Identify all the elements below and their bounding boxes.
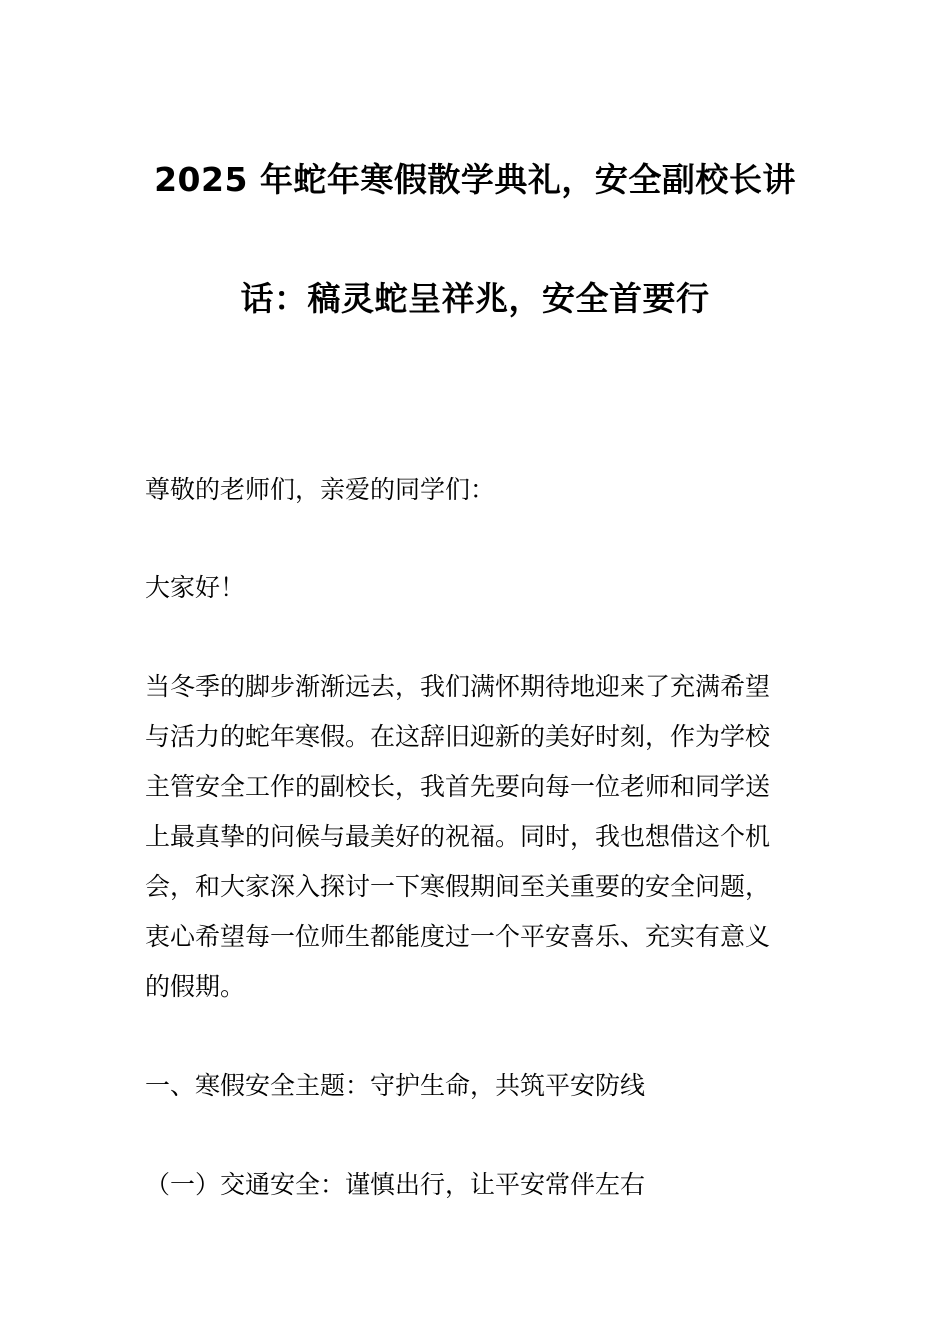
document-title-line-2: 话：稿灵蛇呈祥兆，安全首要行 xyxy=(240,279,710,318)
hello-line: 大家好！ xyxy=(145,573,246,602)
paragraph-line: 与活力的蛇年寒假。在这辞旧迎新的美好时刻，作为学校 xyxy=(145,722,771,751)
section-heading: 一、寒假安全主题：守护生命，共筑平安防线 xyxy=(145,1071,646,1100)
document-title-line-1: 2025 年蛇年寒假散学典礼，安全副校长讲 xyxy=(154,160,796,199)
paragraph-line: 主管安全工作的副校长，我首先要向每一位老师和同学送 xyxy=(145,772,771,801)
paragraph-line: 上最真挚的问候与最美好的祝福。同时，我也想借这个机 xyxy=(145,822,771,851)
paragraph-line: 当冬季的脚步渐渐远去，我们满怀期待地迎来了充满希望 xyxy=(145,672,771,701)
paragraph-line: 会，和大家深入探讨一下寒假期间至关重要的安全问题， xyxy=(145,872,771,901)
subsection-heading: （一）交通安全：谨慎出行，让平安常伴左右 xyxy=(145,1170,646,1199)
intro-paragraph xyxy=(145,662,815,1012)
paragraph-line: 衷心希望每一位师生都能度过一个平安喜乐、充实有意义 xyxy=(145,922,771,951)
salutation: 尊敬的老师们，亲爱的同学们： xyxy=(145,475,496,504)
paragraph-line: 的假期。 xyxy=(145,972,246,1001)
